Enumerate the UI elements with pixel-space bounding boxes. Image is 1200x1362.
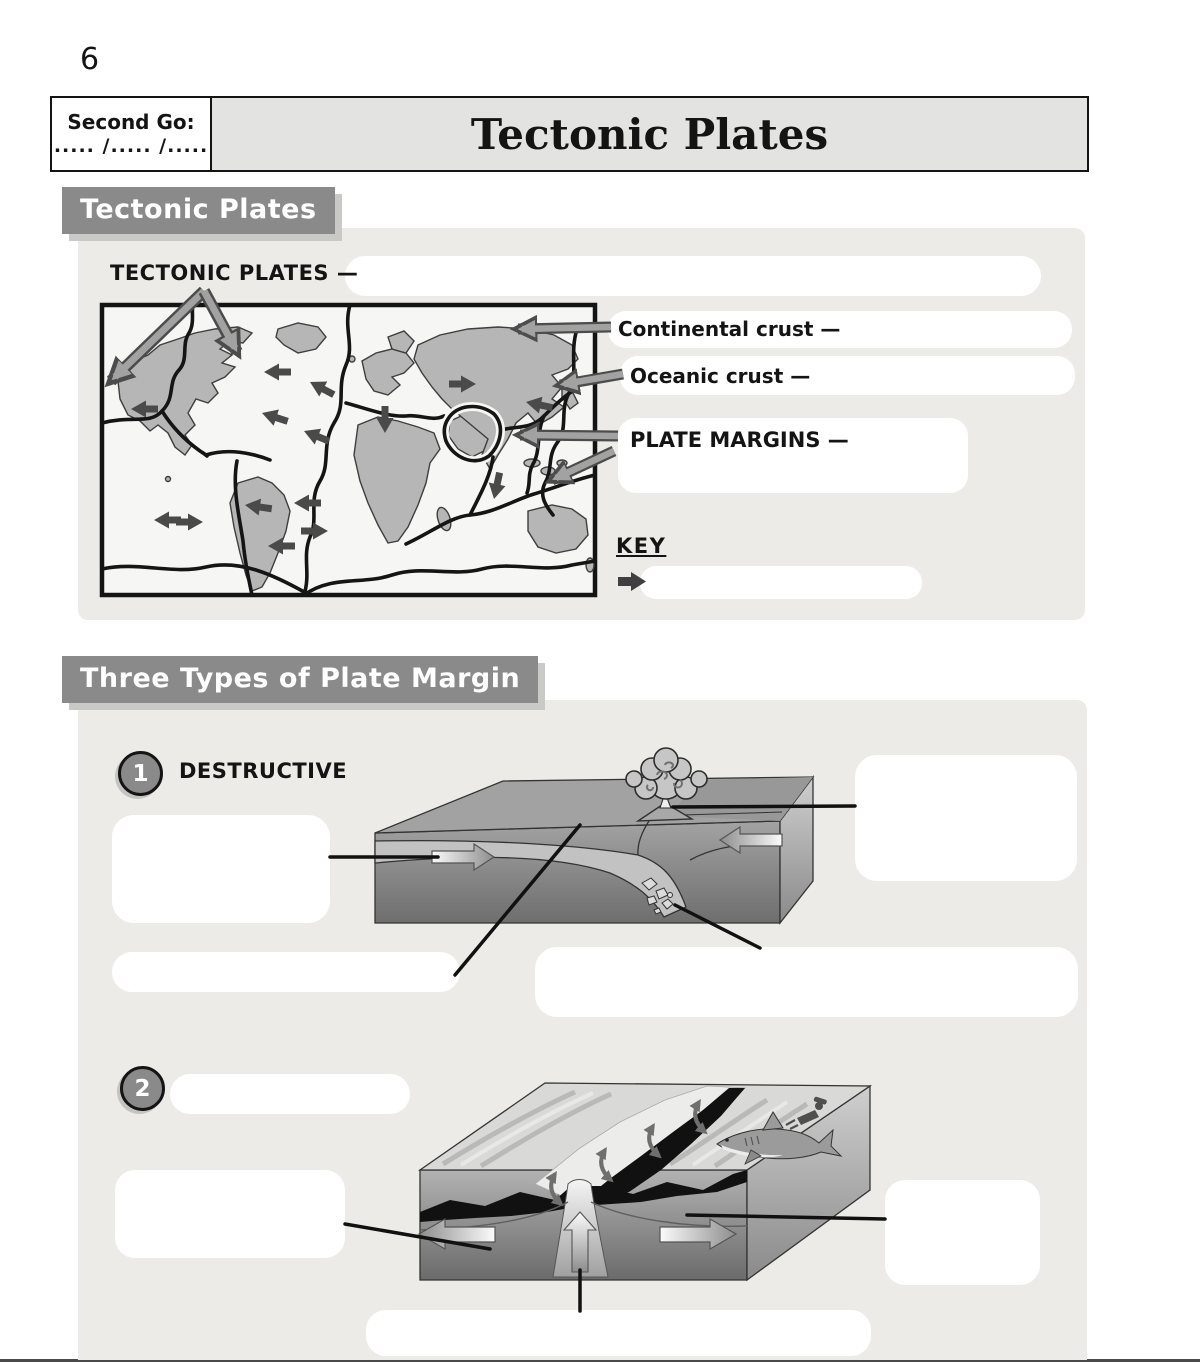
second-go-label: Second Go: [67,109,195,134]
item-label-destructive: DESTRUCTIVE [179,759,348,783]
page-number: 6 [80,42,100,77]
item-number-badge-2: 2 [120,1066,165,1111]
label-oceanic-crust: Oceanic crust — [630,364,811,388]
destructive-margin-diagram [375,748,813,923]
item-number-badge-1: 1 [118,751,163,796]
second-go-box[interactable] [52,98,212,170]
mantle-front-face [375,821,780,923]
world-map-figure [78,228,1085,620]
key-label: KEY [616,534,667,558]
label-plate-margins: PLATE MARGINS — [630,428,849,452]
constructive-margin-diagram [419,1083,870,1280]
leader-destructive-right [673,806,855,807]
page-title: Tectonic Plates [470,109,829,159]
term-label-tectonic-plates: TECTONIC PLATES — [110,261,359,285]
section-badge-three-types: Three Types of Plate Margin [62,656,538,703]
section-badge-tectonic-plates: Tectonic Plates [62,187,335,234]
plate-margin-diagrams [78,700,1087,1360]
label-continental-crust: Continental crust — [618,317,841,341]
world-map [102,305,595,595]
tectonic-plates-panel [78,194,1085,620]
plate-margin-types-panel [78,663,1087,1360]
key-arrow-icon [618,572,646,591]
header-bar [50,96,1089,172]
second-go-date-lines: ..... /..... /..... [53,134,209,157]
continental-crust-arrow [518,327,611,329]
